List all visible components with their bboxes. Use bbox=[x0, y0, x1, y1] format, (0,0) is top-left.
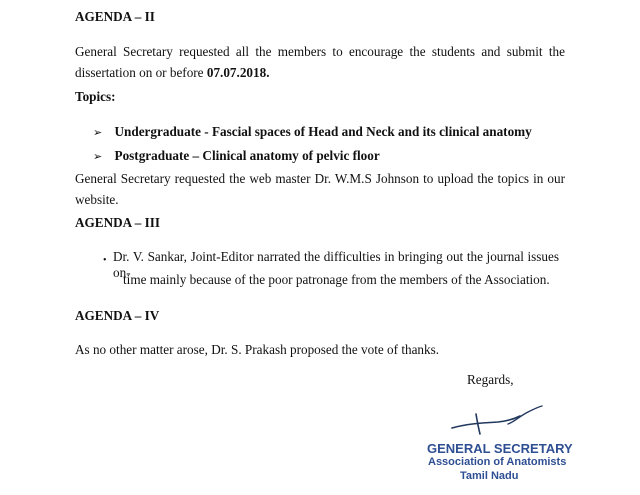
agenda-ii-paragraph-line1: General Secretary requested all the members to encourage the students and submit the bbox=[75, 44, 565, 59]
topic-list-item bbox=[93, 148, 380, 164]
agenda-iv-heading: AGENDA – IV bbox=[75, 308, 160, 323]
webmaster-paragraph-line1: General Secretary requested the web master Dr. W.M.S Johnson to upload the topics in our bbox=[75, 171, 565, 186]
dissertation-deadline: 07.07.2018. bbox=[206, 65, 270, 80]
arrow-bullet-icon: ➢ bbox=[93, 150, 103, 163]
topic-postgraduate: Postgraduate – Clinical anatomy of pelvic floor bbox=[114, 148, 380, 163]
topics-label: Topics: bbox=[75, 89, 116, 104]
topic-list-item bbox=[93, 124, 532, 140]
signature bbox=[448, 402, 558, 442]
arrow-bullet-icon: ➢ bbox=[93, 126, 103, 139]
stamp-place: Tamil Nadu bbox=[460, 470, 519, 482]
agenda-iii-line1: Dr. V. Sankar, Joint-Editor narrated the difficulties in bringing out the journal issues on- bbox=[113, 249, 559, 280]
agenda-iii-bullet-item bbox=[103, 251, 107, 267]
agenda-iv-text: As no other matter arose, Dr. S. Prakash proposed the vote of thanks. bbox=[75, 342, 440, 357]
stamp-title: GENERAL SECRETARY bbox=[427, 441, 573, 456]
agenda-ii-paragraph-text: dissertation on or before bbox=[75, 65, 207, 80]
agenda-iii-heading: AGENDA – III bbox=[75, 215, 161, 230]
stamp-organization: Association of Anatomists bbox=[428, 456, 567, 468]
agenda-ii-heading: AGENDA – II bbox=[75, 9, 155, 24]
agenda-iii-line2: time mainly because of the poor patronage from the members of the Association. bbox=[123, 272, 550, 287]
agenda-ii-paragraph-line2 bbox=[75, 65, 269, 81]
topic-undergraduate: Undergraduate - Fascial spaces of Head and Neck and its clinical anatomy bbox=[114, 124, 532, 139]
webmaster-paragraph-line2: website. bbox=[75, 192, 119, 207]
bullet-dot-icon: • bbox=[103, 255, 107, 266]
regards-text: Regards, bbox=[467, 372, 514, 387]
